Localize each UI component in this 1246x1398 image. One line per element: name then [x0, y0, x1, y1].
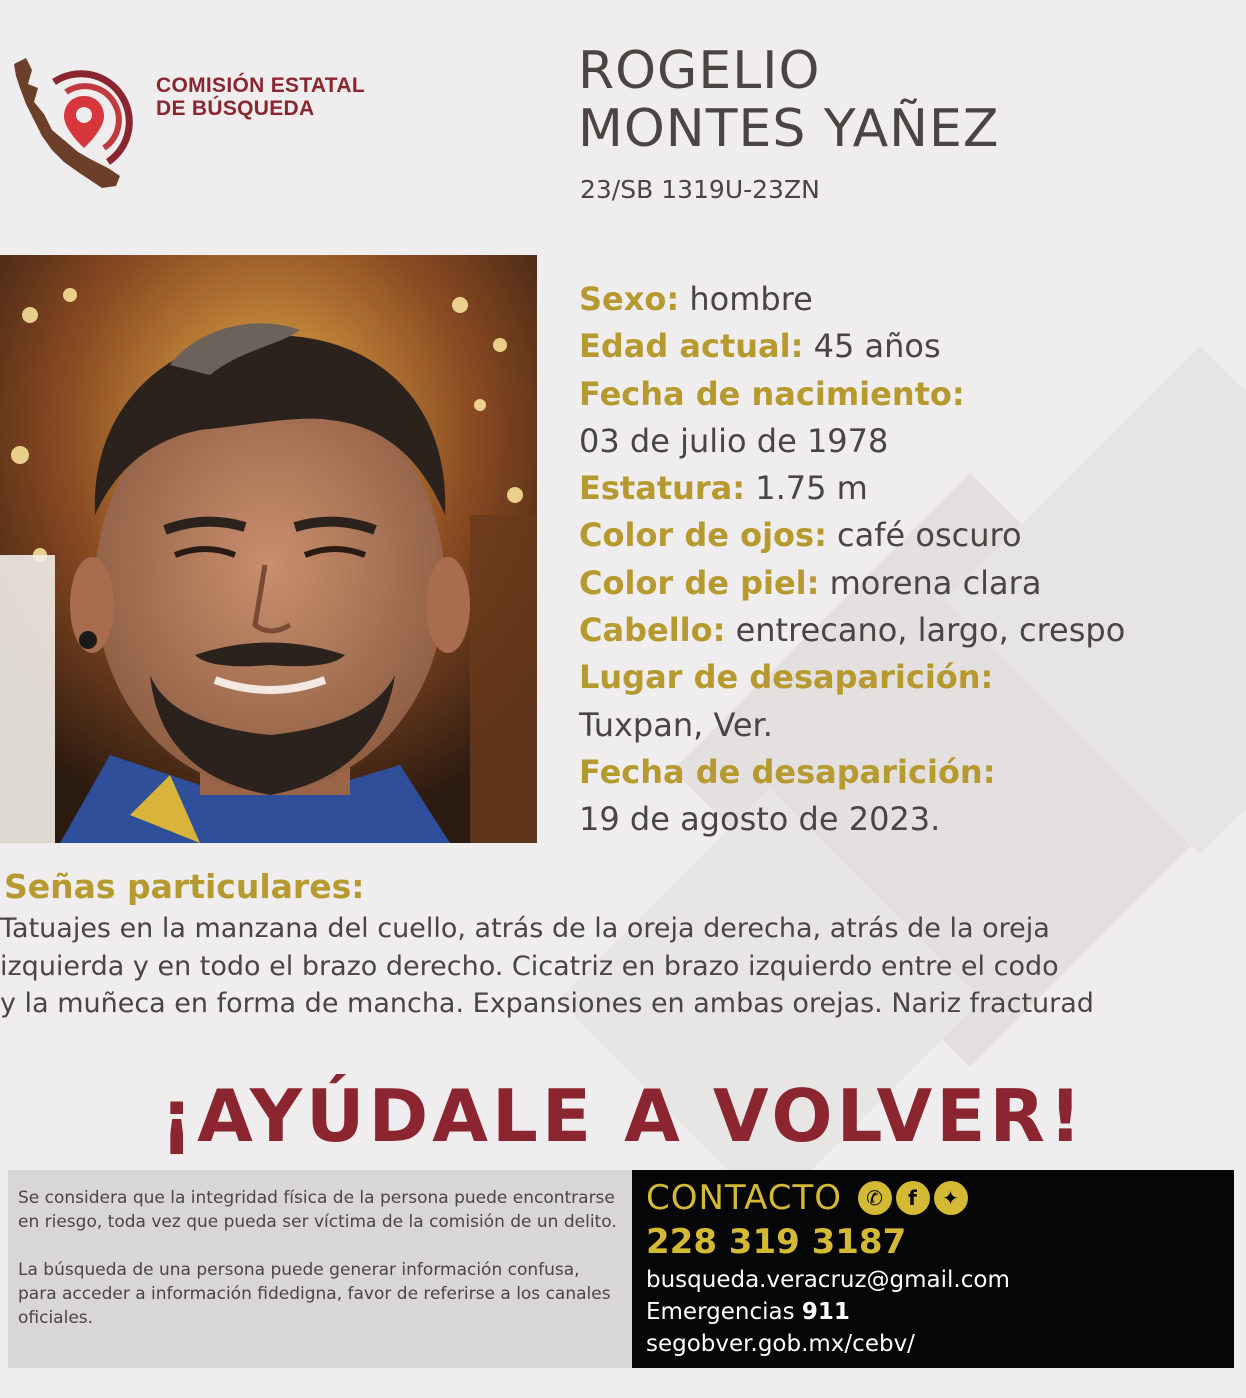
detail-cabello: [579, 607, 1229, 654]
person-last-names: MONTES YAÑEZ: [578, 99, 1000, 159]
person-first-name: ROGELIO: [578, 41, 821, 101]
detail-label: Sexo:: [579, 280, 680, 318]
contact-title-text: CONTACTO: [646, 1178, 842, 1218]
detail-label: Color de piel:: [579, 563, 820, 602]
detail-value: morena clara: [829, 563, 1042, 602]
senas-line: y la muñeca en forma de mancha. Expansiones en ambas orejas. Nariz fracturad: [0, 988, 1094, 1019]
detail-value: entrecano, largo, crespo: [735, 611, 1126, 650]
detail-label: Lugar de desaparición:: [579, 658, 994, 697]
case-folio: 23/SB 1319U-23ZN: [580, 175, 820, 204]
detail-lugar-value: Tuxpan, Ver.: [579, 705, 773, 744]
slogan: ¡AYÚDALE A VOLVER!: [160, 1074, 1086, 1158]
organization-name: [156, 74, 365, 120]
contact-email[interactable]: busqueda.veracruz@gmail.com: [646, 1267, 1010, 1293]
detail-label: Cabello:: [579, 611, 726, 650]
notice-box: [8, 1170, 632, 1368]
contact-phone[interactable]: 228 319 3187: [646, 1222, 907, 1262]
emergency-number[interactable]: 911: [801, 1299, 850, 1325]
senas-description: [0, 910, 1246, 1023]
detail-value: café oscuro: [837, 516, 1022, 555]
detail-ojos: [579, 512, 1229, 559]
notice-paragraph: Se considera que la integridad física de la persona puede encontrarse en riesgo, toda vez que pueda ser víctima de la comisión de un delito.: [18, 1188, 617, 1232]
contact-emergency: [646, 1296, 1234, 1328]
detail-piel: [579, 560, 1229, 607]
person-name: [578, 42, 1000, 158]
detail-label: Color de ojos:: [579, 516, 827, 555]
detail-sexo: [579, 276, 1229, 323]
detail-estatura: [579, 465, 1229, 512]
senas-line: izquierda y en todo el brazo derecho. Cicatriz en brazo izquierdo entre el codo: [0, 950, 1059, 982]
detail-nacimiento-label: [579, 371, 1229, 418]
phone-icon: ✆: [858, 1181, 892, 1215]
detail-lugar-label: [579, 654, 1229, 701]
detail-value: 45 años: [813, 327, 941, 366]
detail-fecha-desaparicion-value: 19 de agosto de 2023.: [579, 800, 941, 839]
detail-nacimiento-value: 03 de julio de 1978: [579, 421, 889, 460]
person-details: [579, 276, 1229, 844]
detail-fecha-desaparicion-label: [579, 749, 1229, 796]
detail-value: hombre: [689, 280, 813, 318]
person-photo: [0, 255, 537, 843]
organization-name-line2: DE BÚSQUEDA: [156, 97, 315, 120]
twitter-icon: ✦: [934, 1181, 968, 1215]
contact-box: [632, 1170, 1234, 1368]
contact-website[interactable]: segobver.gob.mx/cebv/: [646, 1331, 915, 1357]
senas-line: Tatuajes en la manzana del cuello, atrás de la oreja derecha, atrás de la oreja: [0, 913, 1050, 944]
contact-title: [646, 1176, 1234, 1220]
organization-logo: [8, 44, 408, 194]
senas-title: Señas particulares:: [4, 867, 365, 906]
detail-label: Estatura:: [579, 469, 746, 508]
detail-label: Edad actual:: [579, 327, 804, 366]
detail-edad: [579, 323, 1229, 370]
organization-name-line1: COMISIÓN ESTATAL: [156, 74, 365, 97]
detail-value: 1.75 m: [755, 469, 868, 508]
detail-label: Fecha de nacimiento:: [579, 374, 965, 413]
detail-label: Fecha de desaparición:: [579, 752, 996, 791]
emergency-label: Emergencias: [646, 1299, 795, 1325]
facebook-icon: f: [896, 1181, 930, 1215]
veracruz-map-location-pin-icon: [8, 44, 148, 194]
notice-paragraph: La búsqueda de una persona puede generar información confusa, para acceder a información fidedigna, favor de referirse a los canales oficiales.: [18, 1260, 611, 1328]
